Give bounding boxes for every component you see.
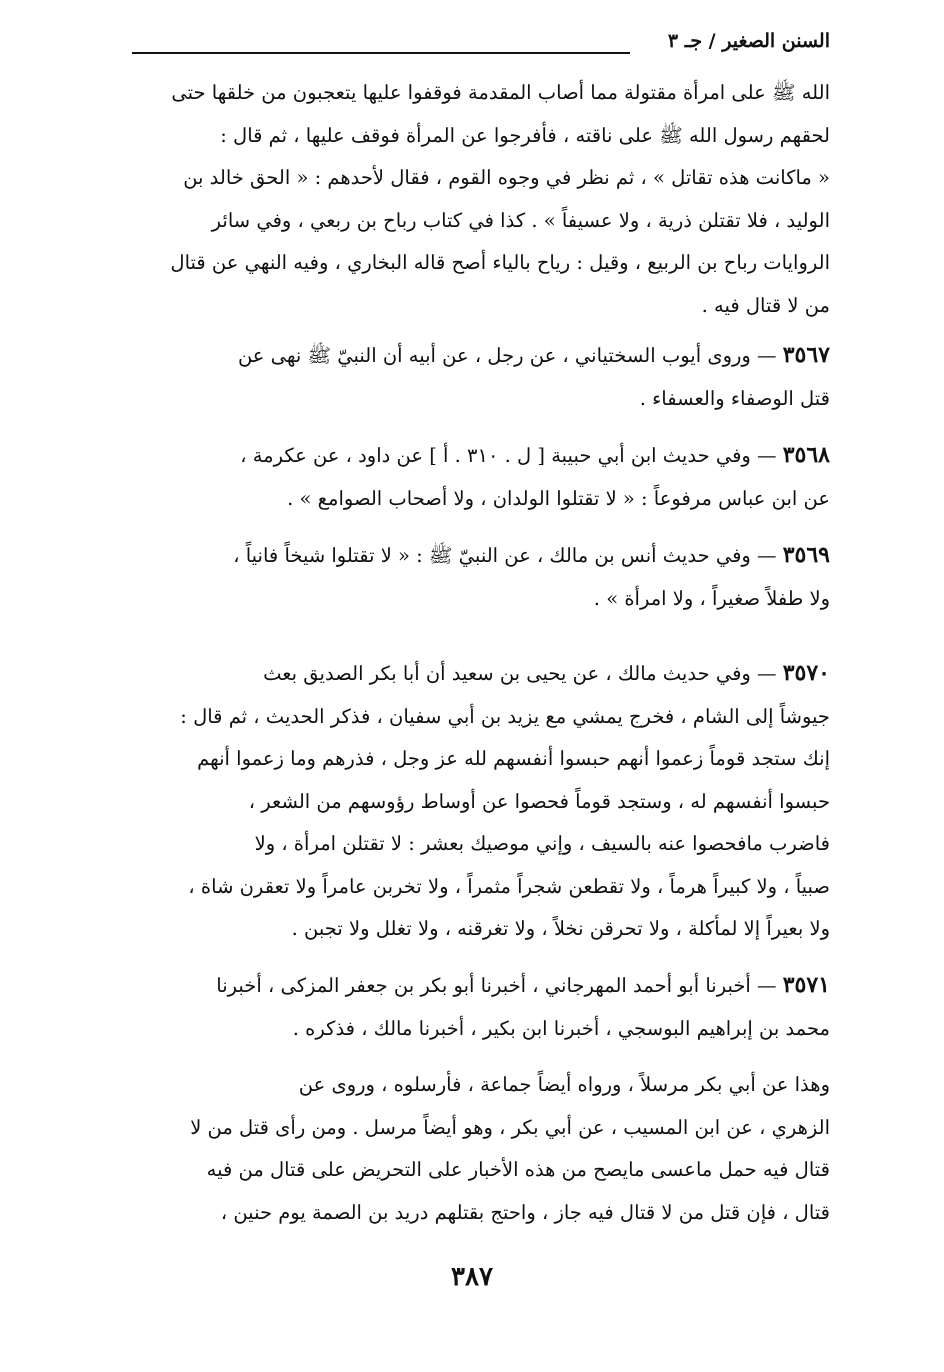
text-line: قتال فيه حمل ماعسى مايصح من هذه الأخبار على التحريض على قتال من فيه: [206, 1158, 830, 1181]
body-text: [132, 72, 830, 1232]
text-line: الزهري ، عن ابن المسيب ، عن أبي بكر ، وهو أيضاً مرسل . ومن رأى قتل من لا: [190, 1115, 830, 1139]
text-line: الروايات رباح بن الربيع ، وقيل : رياح بالياء أصح قاله البخاري ، وفيه النهي عن قتال: [170, 251, 830, 274]
text-line: صبياً ، ولا كبيراً هرماً ، ولا تقطعن شجراً مثمراً ، ولا تخربن عامراً ولا تعقرن شاة ،: [188, 874, 830, 898]
text-line-with-number: [132, 964, 830, 1008]
text-line: — وفي حديث مالك ، عن يحيى بن سعيد أن أبا بكر الصديق بعث: [263, 662, 777, 685]
hadith-3570: [132, 652, 830, 951]
text-line: جيوشاً إلى الشام ، فخرج يمشي مع يزيد بن أبي سفيان ، فذكر الحديث ، ثم قال :: [180, 704, 830, 728]
hadith-3567: [132, 334, 830, 420]
text-line: لحقهم رسول الله ﷺ على ناقته ، فأفرجوا عن المرأة فوقف عليها ، ثم قال :: [220, 123, 830, 147]
header-title: السنن الصغير / جـ ٣: [667, 30, 830, 52]
text-line-with-number: [132, 652, 830, 696]
text-line: الوليد ، فلا تقتلن ذرية ، ولا عسيفاً » . كذا في كتاب رباح بن ربعي ، وفي سائر: [211, 208, 830, 232]
paragraph-continuation: [132, 72, 830, 327]
hadith-number: ٣٥٦٧: [782, 342, 830, 368]
text-line: — أخبرنا أبو أحمد المهرجاني ، أخبرنا أبو بكر بن جعفر المزكى ، أخبرنا: [216, 974, 777, 997]
hadith-3571: [132, 964, 830, 1050]
header-rule: [132, 52, 630, 54]
hadith-number: ٣٥٧٠: [782, 660, 830, 686]
page-number: ٣٨٧: [451, 1262, 493, 1292]
hadith-3568: [132, 434, 830, 520]
commentary-paragraph: [132, 1064, 830, 1234]
text-line: وهذا عن أبي بكر مرسلاً ، ورواه أيضاً جماعة ، فأرسلوه ، وروى عن: [298, 1073, 830, 1096]
hadith-number: ٣٥٦٩: [782, 542, 830, 568]
text-line: محمد بن إبراهيم البوسجي ، أخبرنا ابن بكير ، أخبرنا مالك ، فذكره .: [292, 1016, 830, 1040]
running-header: [132, 30, 830, 62]
text-line: إنك ستجد قوماً زعموا أنهم حبسوا أنفسهم لله عز وجل ، فذرهم وما زعموا أنهم: [197, 747, 830, 770]
text-line: عن ابن عباس مرفوعاً : « لا تقتلوا الولدان ، ولا أصحاب الصوامع » .: [287, 486, 830, 510]
hadith-3569: [132, 534, 830, 620]
text-line: ولا بعيراً إلا لمأكلة ، ولا تحرقن نخلاً ، ولا تغرقنه ، ولا تغلل ولا تجبن .: [291, 917, 830, 940]
text-line: « ماكانت هذه تقاتل » ، ثم نظر في وجوه القوم ، فقال لأحدهم : « الحق خالد بن: [183, 166, 830, 189]
text-line: ولا طفلاً صغيراً ، ولا امرأة » .: [593, 586, 830, 610]
text-line: قتال ، فإن قتل من لا قتال فيه جاز ، واحتج بقتلهم دريد بن الصمة يوم حنين ،: [220, 1200, 830, 1224]
text-line-with-number: [132, 434, 830, 478]
text-line: حبسوا أنفسهم له ، وستجد قوماً فحصوا عن أوساط رؤوسهم من الشعر ،: [248, 789, 830, 813]
text-line: — وفي حديث ابن أبي حبيبة [ ل . ٣١٠ . أ ] عن داود ، عن عكرمة ،: [240, 444, 777, 467]
text-line: قتل الوصفاء والعسفاء .: [639, 386, 830, 410]
hadith-number: ٣٥٧١: [782, 972, 830, 998]
text-line: — وفي حديث أنس بن مالك ، عن النبيّ ﷺ : « لا تقتلوا شيخاً فانياً ،: [233, 544, 777, 567]
text-line-with-number: [132, 334, 830, 378]
text-line: الله ﷺ على امرأة مقتولة مما أصاب المقدمة فوقفوا عليها يتعجبون من خلقها حتى: [171, 81, 830, 104]
text-line: — وروى أيوب السختياني ، عن رجل ، عن أبيه أن النبيّ ﷺ نهى عن: [237, 344, 777, 367]
hadith-number: ٣٥٦٨: [782, 442, 830, 468]
text-line: فاضرب مافحصوا عنه بالسيف ، وإني موصيك بعشر : لا تقتلن امرأة ، ولا: [254, 832, 830, 855]
text-line-with-number: [132, 534, 830, 578]
text-line: من لا قتال فيه .: [701, 293, 830, 317]
